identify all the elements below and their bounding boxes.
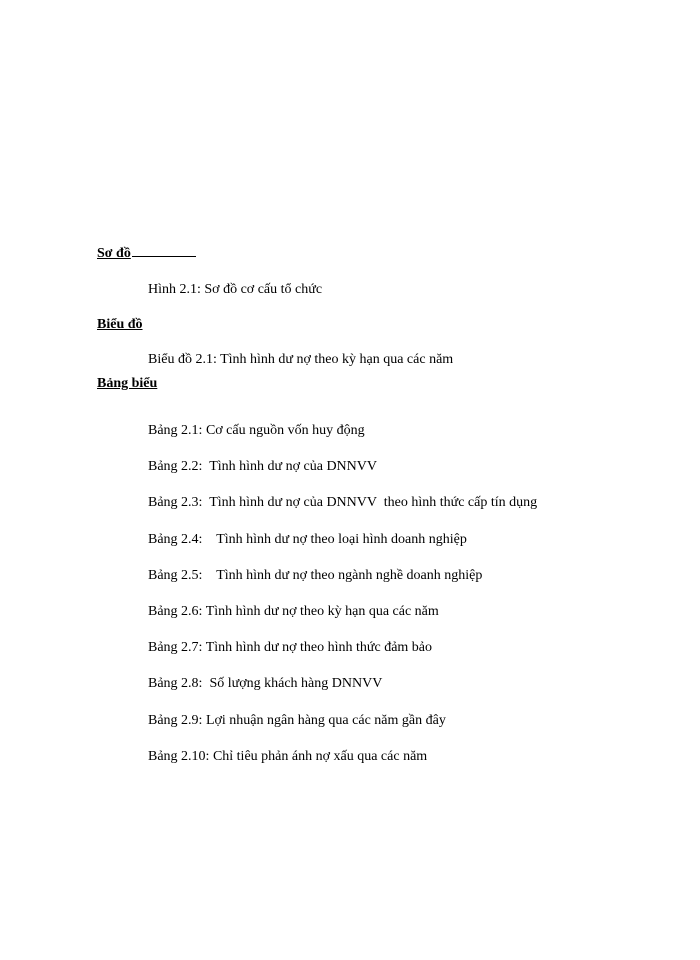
list-item-table: Bảng 2.3: Tình hình dư nợ của DNNVV theo hình thức cấp tín dụng — [148, 495, 538, 510]
list-item-figure: Hình 2.1: Sơ đồ cơ cấu tổ chức — [148, 282, 323, 297]
list-item-chart: Biểu đồ 2.1: Tình hình dư nợ theo kỳ hạn qua các năm — [148, 352, 454, 367]
heading-underline-rule — [132, 255, 196, 257]
section-heading-so-do — [97, 246, 196, 262]
list-item-table: Bảng 2.8: Số lượng khách hàng DNNVV — [148, 676, 383, 691]
list-item-table: Bảng 2.1: Cơ cấu nguồn vốn huy động — [148, 423, 365, 438]
list-item-table: Bảng 2.9: Lợi nhuận ngân hàng qua các năm gần đây — [148, 713, 446, 728]
list-item-table: Bảng 2.7: Tình hình dư nợ theo hình thức đảm bảo — [148, 640, 433, 655]
section-heading-bieu-do: Biểu đồ — [97, 317, 143, 332]
list-item-table: Bảng 2.4: Tình hình dư nợ theo loại hình doanh nghiệp — [148, 532, 467, 547]
list-item-table: Bảng 2.5: Tình hình dư nợ theo ngành nghề doanh nghiệp — [148, 568, 483, 583]
list-item-table: Bảng 2.10: Chỉ tiêu phản ánh nợ xấu qua các năm — [148, 749, 428, 764]
list-item-table: Bảng 2.6: Tình hình dư nợ theo kỳ hạn qua các năm — [148, 604, 439, 619]
section-title-text: Sơ đồ — [97, 246, 131, 261]
section-heading-bang-bieu: Bảng biểu — [97, 376, 158, 391]
list-item-table: Bảng 2.2: Tình hình dư nợ của DNNVV — [148, 459, 377, 474]
